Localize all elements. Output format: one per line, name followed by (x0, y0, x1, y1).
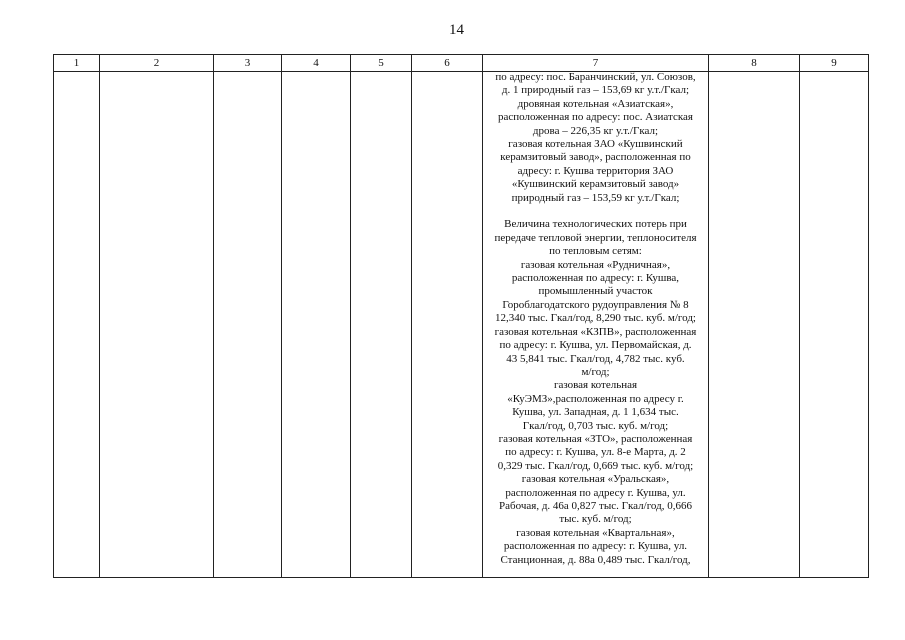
column-header-3: 3 (214, 55, 282, 72)
cell-text-line: «Кушвинский керамзитовый завод» (511, 178, 680, 191)
cell-text-line: по адресу: г. Кушва, ул. 8-е Марта, д. 2 (505, 446, 686, 459)
cell-text-line: Кушва, ул. Западная, д. 1 1,634 тыс. (512, 406, 679, 419)
column-header-2: 2 (100, 55, 214, 72)
cell-col-1 (54, 72, 100, 578)
cell-col-9 (800, 72, 869, 578)
cell-text-line: газовая котельная «Уральская», (521, 473, 670, 486)
cell-text-line: газовая котельная «ЗТО», расположенная (498, 432, 693, 445)
cell-text-line: «КуЭМЗ»,расположенная по адресу г. (507, 392, 684, 405)
cell-col-4 (282, 72, 351, 578)
column-header-1: 1 (54, 55, 100, 72)
cell-col-6 (412, 72, 483, 578)
cell-col-5 (351, 72, 412, 578)
cell-text-line: тыс. куб. м/год; (559, 513, 632, 526)
cell-text-line: 12,340 тыс. Гкал/год, 8,290 тыс. куб. м/год; (495, 312, 696, 325)
cell-text-line: расположенная по адресу: пос. Азиатская (498, 111, 693, 124)
document-table (53, 54, 869, 578)
cell-text-line: природный газ – 153,59 кг у.т./Гкал; (511, 191, 680, 204)
column-header-6: 6 (412, 55, 483, 72)
column-header-8: 8 (709, 55, 800, 72)
cell-text-line: газовая котельная «Квартальная», (516, 526, 675, 539)
cell-text-line: по тепловым сетям: (549, 245, 642, 258)
cell-text-line: газовая котельная «Рудничная», (520, 258, 671, 271)
cell-text-line: Величина технологических потерь при (504, 218, 687, 231)
cell-text-line: 0,329 тыс. Гкал/год, 0,669 тыс. куб. м/год; (497, 459, 694, 472)
table-row (54, 72, 869, 578)
cell-text-line: расположенная по адресу: г. Кушва, (511, 272, 680, 285)
cell-text-line: передаче тепловой энергии, теплоносителя (494, 231, 697, 244)
cell-text-line: Станционная, д. 88а 0,489 тыс. Гкал/год, (500, 553, 691, 566)
cell-text-line: Гороблагодатского рудоуправления № 8 (502, 298, 689, 311)
cell-text-line: м/год; (581, 365, 610, 378)
cell-text-line: расположенная по адресу г. Кушва, ул. (505, 486, 686, 499)
cell-text-line: 43 5,841 тыс. Гкал/год, 4,782 тыс. куб. (506, 352, 685, 365)
cell-text-line (485, 205, 706, 218)
cell-text-line: Гкал/год, 0,703 тыс. куб. м/год; (522, 419, 669, 432)
cell-text-line: керамзитовый завод», расположенная по (500, 151, 691, 164)
page-number: 14 (449, 22, 464, 38)
cell-col-7 (483, 72, 709, 578)
column-header-5: 5 (351, 55, 412, 72)
cell-text-line: д. 1 природный газ – 153,69 кг у.т./Гкал; (501, 84, 690, 97)
cell-text-line: промышленный участок (538, 285, 653, 298)
cell-col-2 (100, 72, 214, 578)
cell-col-8 (709, 72, 800, 578)
cell-col-3 (214, 72, 282, 578)
cell-text-line: расположенная по адресу: г. Кушва, ул. (503, 540, 688, 553)
cell-col-7-text (483, 72, 708, 577)
column-header-7: 7 (483, 55, 709, 72)
column-header-9: 9 (800, 55, 869, 72)
cell-text-line: по адресу: пос. Баранчинский, ул. Союзов, (495, 71, 696, 83)
cell-text-line: дровяная котельная «Азиатская», (517, 97, 674, 110)
cell-text-line: дрова – 226,35 кг у.т./Гкал; (532, 124, 659, 137)
cell-text-line: газовая котельная «КЗПВ», расположенная (494, 325, 697, 338)
cell-text-line: газовая котельная ЗАО «Кушвинский (508, 138, 683, 151)
cell-text-line: адресу: г. Кушва территория ЗАО (517, 164, 674, 177)
header-row (54, 55, 869, 72)
cell-text-line: газовая котельная (553, 379, 638, 392)
column-header-4: 4 (282, 55, 351, 72)
cell-text-line: по адресу: г. Кушва, ул. Первомайская, д. (499, 339, 692, 352)
cell-text-line: Рабочая, д. 46а 0,827 тыс. Гкал/год, 0,666 (499, 499, 692, 512)
